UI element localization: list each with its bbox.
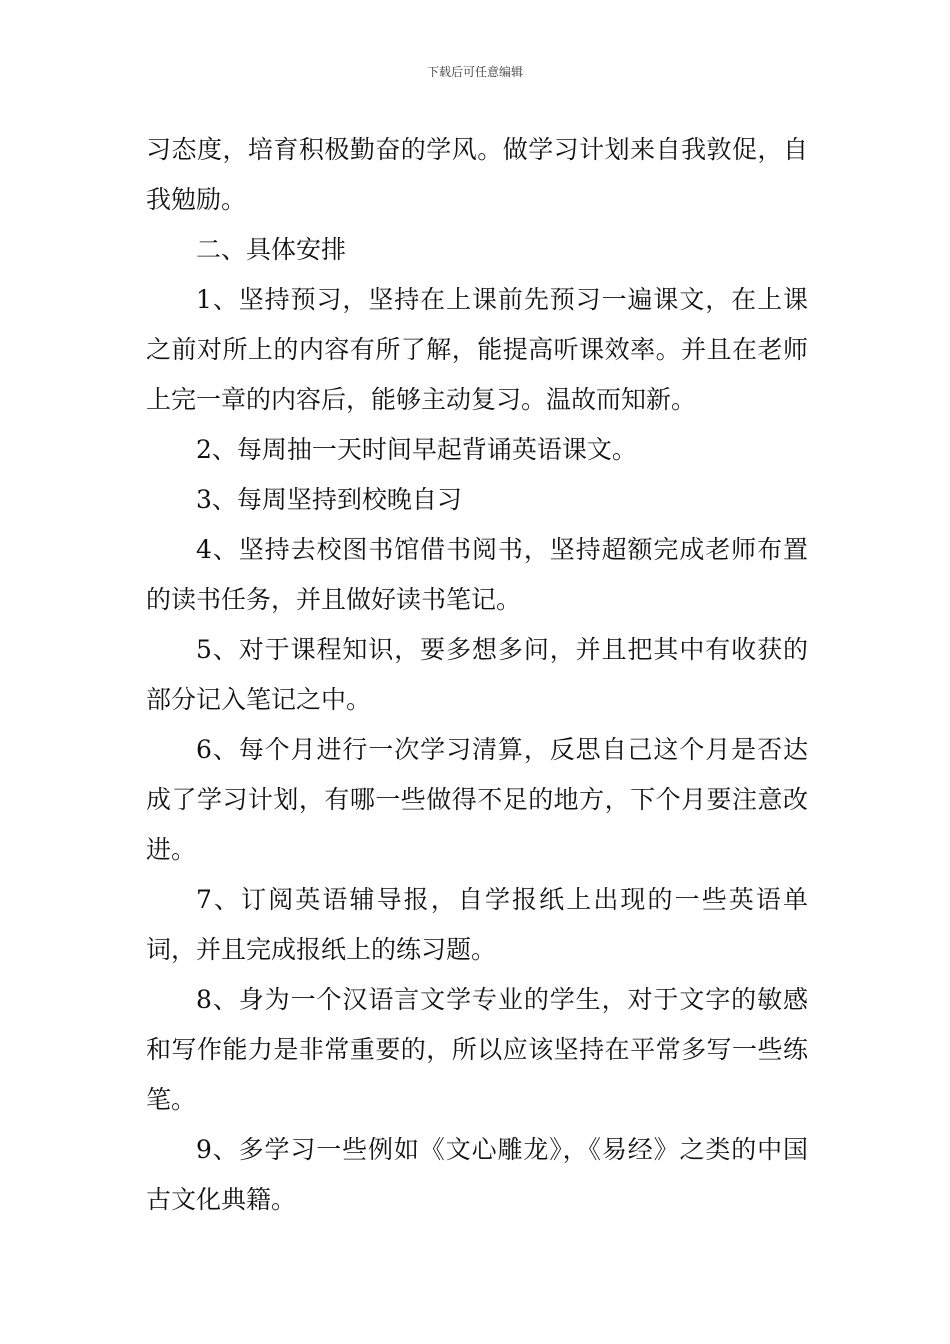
list-item: 7、订阅英语辅导报，自学报纸上出现的一些英语单词，并且完成报纸上的练习题。 bbox=[146, 885, 808, 964]
list-item: 1、坚持预习，坚持在上课前先预习一遍课文，在上课之前对所上的内容有所了解，能提高听课效率。并且在老师上完一章的内容后，能够主动复习。温故而知新。 bbox=[146, 285, 808, 414]
list-item: 3、每周坚持到校晚自习 bbox=[196, 485, 462, 514]
paragraph-intro-continuation: 习态度，培育积极勤奋的学风。做学习计划来自我敦促，自我勉励。 bbox=[146, 135, 808, 214]
list-item: 9、多学习一些例如《文心雕龙》，《易经》之类的中国古文化典籍。 bbox=[146, 1135, 808, 1214]
list-item: 2、每周抽一天时间早起背诵英语课文。 bbox=[196, 435, 637, 464]
list-item: 8、身为一个汉语言文学专业的学生，对于文字的敏感和写作能力是非常重要的，所以应该坚持在平常多写一些练笔。 bbox=[146, 985, 808, 1114]
document-body bbox=[146, 125, 808, 1225]
list-item: 5、对于课程知识，要多想多问，并且把其中有收获的部分记入笔记之中。 bbox=[146, 635, 808, 714]
list-item: 4、坚持去校图书馆借书阅书，坚持超额完成老师布置的读书任务，并且做好读书笔记。 bbox=[146, 535, 808, 614]
page-header: 下载后可任意编辑 bbox=[426, 65, 523, 79]
list-item: 6、每个月进行一次学习清算，反思自己这个月是否达成了学习计划，有哪一些做得不足的地方，下个月要注意改进。 bbox=[146, 735, 808, 864]
section-heading-specific-arrangements: 二、具体安排 bbox=[196, 235, 347, 264]
